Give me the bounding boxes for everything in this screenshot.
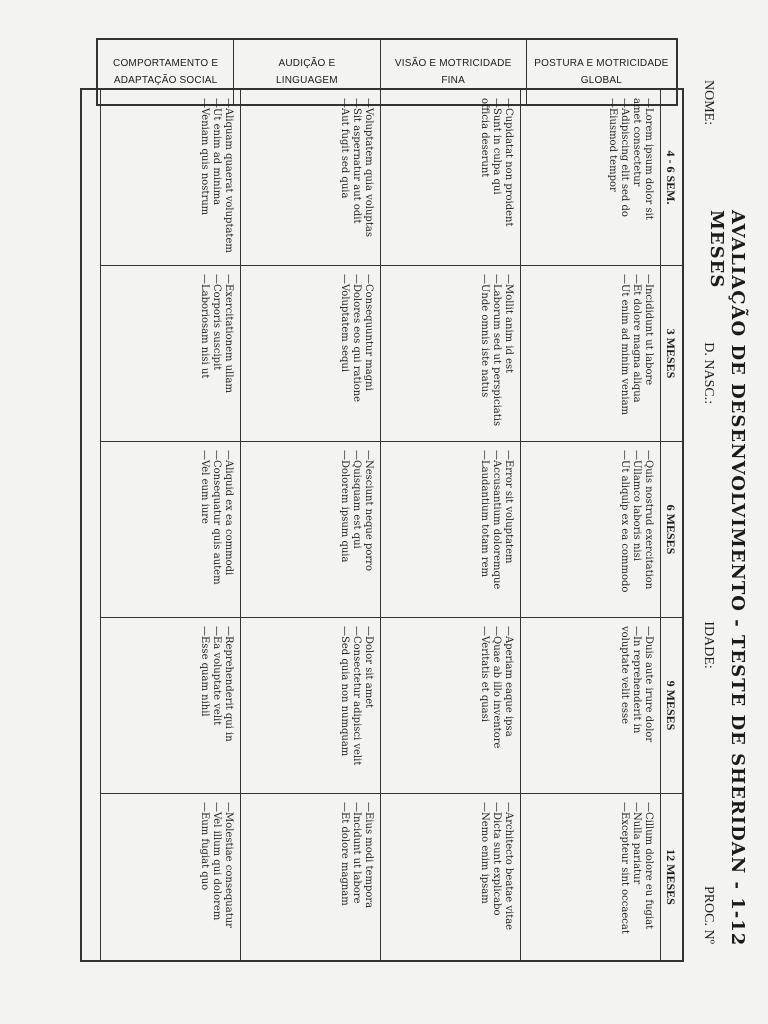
cell-text: —Consequuntur magni	[363, 274, 374, 391]
cell-text: —Et dolore magnam	[339, 802, 350, 906]
header-postura-line-2: GLOBAL	[580, 75, 623, 86]
cell-text: —Voluptatem sequi	[339, 274, 350, 373]
age-col-header-0: 4 - 6 SEM.	[660, 90, 682, 266]
cell-text: —Architecto beatae vitae	[503, 802, 514, 931]
cell-text: —Aperiam eaque ipsa	[503, 626, 514, 737]
cell-text: officia deserunt	[479, 98, 490, 178]
cell-audicao-0	[240, 90, 380, 266]
idade-field	[700, 621, 716, 668]
cell-text: —Eum fugiat quo	[199, 802, 210, 891]
cell-text: —Ut aliquip ex ea commodo	[619, 450, 630, 593]
d-nasc-label: D. NASC.:	[701, 342, 716, 405]
cell-postura-3	[520, 618, 660, 794]
cell-text: —Lorem ipsum dolor sit	[643, 98, 654, 220]
cell-text: —Excepteur sint occaecat	[619, 802, 630, 934]
cell-text: amet consectetur	[631, 98, 642, 187]
header-audicao-line-1: AUDIÇÃO E	[278, 58, 336, 69]
cell-visao-2	[380, 442, 520, 618]
header-comportamento-line-2: ADAPTAÇÃO SOCIAL	[113, 75, 218, 86]
cell-audicao-4	[240, 794, 380, 960]
cell-text: —Corporis suscipit	[211, 274, 222, 371]
cell-text: —Quis nostrud exercitation	[643, 450, 654, 590]
cell-comportamento-0	[100, 90, 240, 266]
cell-audicao-1	[240, 266, 380, 442]
cell-text: —Sunt in culpa qui	[491, 98, 502, 195]
cell-audicao-2	[240, 442, 380, 618]
d-nasc-field	[700, 342, 716, 404]
cell-text: —Ea voluptate velit	[211, 626, 222, 726]
cell-text: —Sit aspernatur aut odit	[351, 98, 362, 224]
cell-text: —Molestiae consequatur	[223, 802, 234, 928]
cell-text: —Nemo enim ipsam	[479, 802, 490, 904]
cell-postura-0	[520, 90, 660, 266]
cell-text: —Nulla pariatur	[631, 802, 642, 885]
cell-text: —Dolores eos qui ratione	[351, 274, 362, 403]
cell-text: —In reprehenderit in	[631, 626, 642, 734]
header-comportamento-line-1: COMPORTAMENTO E	[113, 58, 219, 69]
age-col-header-4: 12 MESES	[660, 794, 682, 960]
cell-text: —Eius modi tempora	[363, 802, 374, 909]
age-col-header-2: 6 MESES	[660, 442, 682, 618]
cell-text: —Laborum sed ut perspiciatis	[491, 274, 502, 427]
cell-text: —Consequatur quis autem	[211, 450, 222, 585]
cell-text: —Cupidatat non proident	[503, 98, 514, 227]
cell-visao-4	[380, 794, 520, 960]
idade-label: IDADE:	[701, 621, 716, 669]
cell-text: —Reprehenderit qui in	[223, 626, 234, 742]
cell-text: —Ut enim ad minima	[211, 98, 222, 206]
cell-text: —Quisquam est qui	[351, 450, 362, 549]
proc-label: PROC. Nº	[701, 885, 716, 944]
cell-text: —Consectetur adipisci velit	[351, 626, 362, 766]
cell-text: —Quae ab illo inventore	[491, 626, 502, 749]
cell-text: —Exercitationem ullam	[223, 274, 234, 393]
cell-text: —Incidunt ut labore	[351, 802, 362, 904]
header-audicao-line-2: LINGUAGEM	[276, 75, 338, 86]
header-visao-line-1: VISÃO E MOTRICIDADE	[394, 58, 512, 69]
cell-audicao-3	[240, 618, 380, 794]
cell-comportamento-1	[100, 266, 240, 442]
cell-text: —Nesciunt neque porro	[363, 450, 374, 571]
cell-text: —Dolorem ipsum quia	[339, 450, 350, 563]
cell-text: —Laudantium totam rem	[479, 450, 490, 578]
nome-field	[700, 80, 716, 125]
cell-text: —Laboriosam nisi ut	[199, 274, 210, 379]
header-visao-line-2: FINA	[441, 75, 465, 86]
header-postura-line-1: POSTURA E MOTRICIDADE	[534, 58, 669, 69]
cell-postura-4	[520, 794, 660, 960]
cell-text: —Sed quia non numquam	[339, 626, 350, 757]
cell-text: —Cillum dolore eu fugiat	[643, 802, 654, 930]
cell-text: —Veniam quis nostrum	[199, 98, 210, 216]
cell-postura-2	[520, 442, 660, 618]
cell-text: —Aliquam quaerat voluptatem	[223, 98, 234, 253]
cell-text: —Dolor sit amet	[363, 626, 374, 709]
cell-text: —Unde omnis iste natus	[479, 274, 490, 398]
cell-comportamento-3	[100, 618, 240, 794]
proc-field	[700, 886, 716, 944]
cell-text: —Adipiscing elit sed do	[619, 98, 630, 217]
cell-text: —Eiusmod tempor	[607, 98, 618, 192]
cell-postura-1	[520, 266, 660, 442]
cell-comportamento-2	[100, 442, 240, 618]
cell-text: —Vel eum iure	[199, 450, 210, 524]
cell-text: —Veritatis et quasi	[479, 626, 490, 722]
cell-text: —Voluptatem quia voluptas	[363, 98, 374, 237]
cell-text: —Vel illum qui dolorem	[211, 802, 222, 921]
cell-text: —Esse quam nihil	[199, 626, 210, 717]
cell-visao-3	[380, 618, 520, 794]
cell-text: —Error sit voluptatem	[503, 450, 514, 564]
cell-comportamento-4	[100, 794, 240, 960]
cell-text: —Incididunt ut labore	[643, 274, 654, 386]
cell-text: —Accusantium doloremque	[491, 450, 502, 590]
page-title: AVALIAÇÃO DE DESENVOLVIMENTO - TESTE DE SHERIDAN - 1-12 MESES	[706, 210, 748, 947]
nome-label: NOME:	[701, 80, 716, 126]
cell-visao-1	[380, 266, 520, 442]
cell-text: voluptate velit esse	[619, 626, 630, 725]
meta-fields	[700, 80, 716, 944]
cell-text: —Ullamco laboris nisi	[631, 450, 642, 561]
development-grid	[80, 88, 684, 962]
cell-visao-0	[380, 90, 520, 266]
cell-text: —Aut fugit sed quia	[339, 98, 350, 199]
cell-text: —Ut enim ad minim veniam	[619, 274, 630, 416]
cell-text: —Dicta sunt explicabo	[491, 802, 502, 916]
cell-text: —Mollit anim id est	[503, 274, 514, 374]
cell-text: —Et dolore magna aliqua	[631, 274, 642, 403]
age-col-header-3: 9 MESES	[660, 618, 682, 794]
age-col-header-1: 3 MESES	[660, 266, 682, 442]
cell-text: —Aliquid ex ea commodi	[223, 450, 234, 576]
cell-text: —Duis aute irure dolor	[643, 626, 654, 743]
